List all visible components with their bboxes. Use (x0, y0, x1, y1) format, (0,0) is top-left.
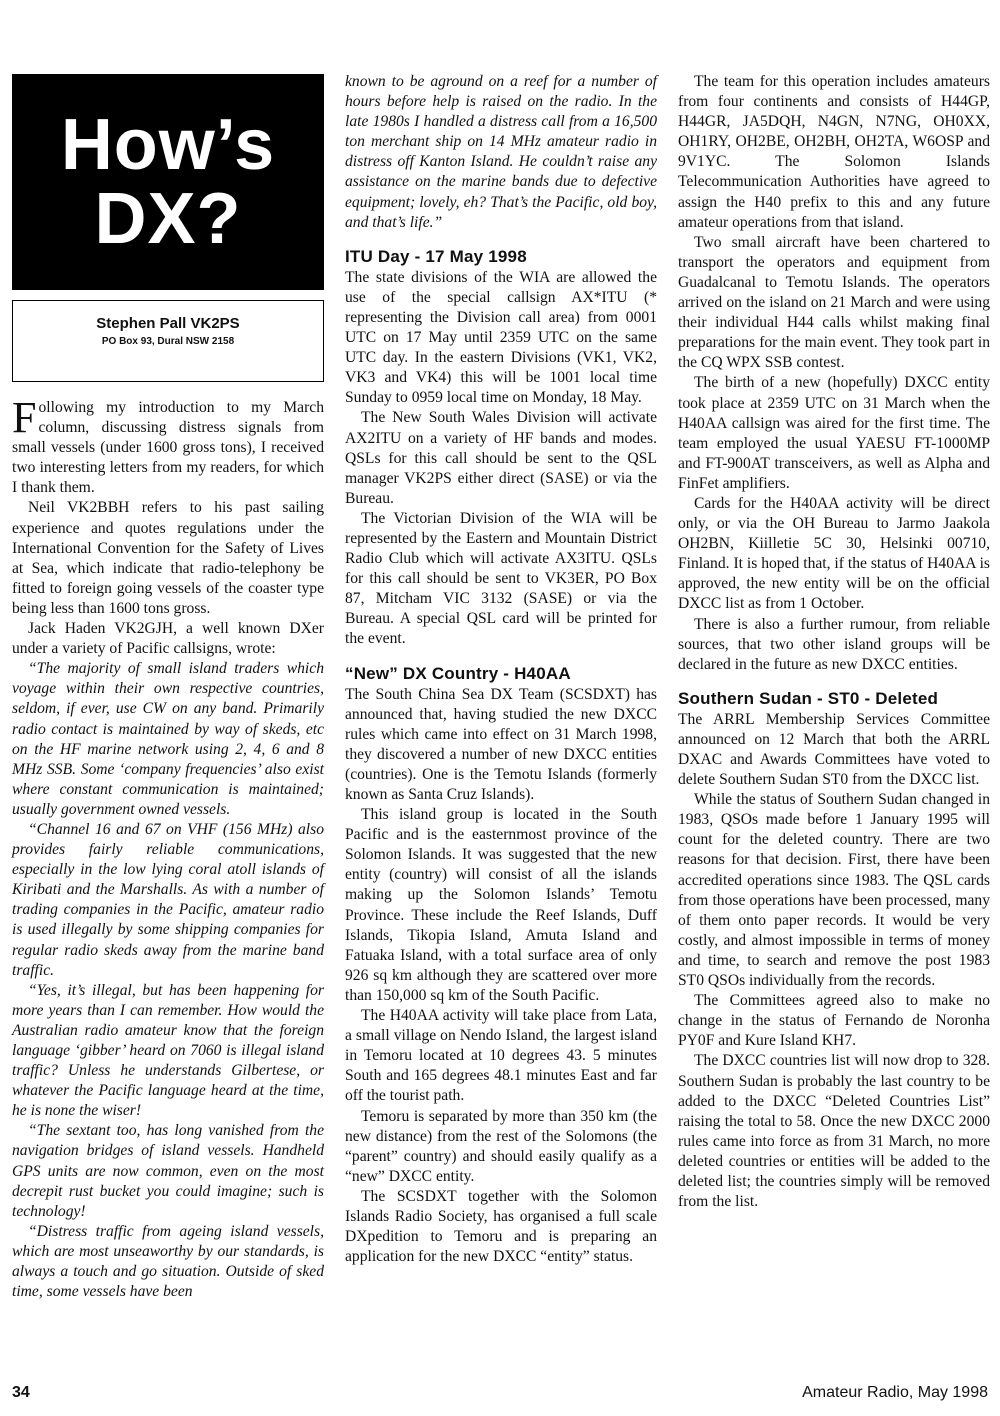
page-number: 34 (12, 1384, 30, 1401)
paragraph: The DXCC countries list will now drop to 328. Southern Sudan is probably the last country to be added to the DXCC “Deleted Countries List” raising the total to 58. Once the new DXCC 2000 rules came into force as from 31 March, no more deleted countries or entities will be added to the deleted list; the countries simply will be removed from the list. (678, 1052, 990, 1211)
paragraph: This island group is located in the South Pacific and is the easternmost province of the Solomon Islands. It was suggested that the new entity (country) will consist of all the islands making up the Solomon Islands’ Temotu Province. These include the Reef Islands, Duff Islands, Tikopia Island, Amuta Island and Fatuaka Island, with a total surface area of only 926 sq km although they are scattered over more than 150,000 sq km of the South Pacific. (345, 806, 657, 1004)
paragraph: The ARRL Membership Services Committee announced on 12 March that both the ARRL DXAC and Awards Committees have voted to delete Southern Sudan ST0 from the DXCC list. (678, 710, 990, 789)
column-2 (345, 72, 657, 1267)
heading-itu-day: ITU Day - 17 May 1998 (345, 246, 527, 266)
title-line-1: How’s (60, 105, 276, 185)
quote-paragraph: “Channel 16 and 67 on VHF (156 MHz) also provides fairly reliable communications, especially in the low lying coral atoll islands of Kiribati and the Marshalls. As with a number of trading companies in the Pacific, amateur radio is used illegally by some shipping companies for regular radio skeds away from the marine band traffic. (12, 820, 324, 979)
column-3 (678, 72, 990, 1212)
paragraph: Temoru is separated by more than 350 km (the new distance) from the rest of the Solomons (the “parent” country) and should easily qualify as a “new” DXCC entity. (345, 1107, 657, 1185)
magazine-issue: Amateur Radio, May 1998 (802, 1384, 988, 1401)
paragraph: Neil VK2BBH refers to his past sailing experience and quotes regulations under the International Convention for the Safety of Lives at Sea, which indicate that radio-telephony be fitted to foreign going vessels of the coaster type being less than 1600 tons gross. (12, 499, 324, 617)
heading-southern-sudan: Southern Sudan - ST0 - Deleted (678, 688, 939, 708)
column-1 (12, 393, 324, 1302)
quote-paragraph: “The majority of small island traders which voyage within their own respective countries, seldom, if ever, use CW on any band. Primarily radio contact is maintained by way of skeds, etc on the HF marine network using 2, 4, 6 and 8 MHz SSB. Some ‘company frequencies’ also exist where constant communication is maintained; usually government owned vessels. (12, 660, 324, 818)
paragraph: The New South Wales Division will activate AX2ITU on a variety of HF bands and modes. QSLs for this call should be sent to the QSL manager VK2PS either direct (SASE) or via the Bureau. (345, 409, 657, 507)
intro-paragraph (12, 393, 324, 498)
paragraph: Cards for the H40AA activity will be direct only, or via the OH Bureau to Jarmo Jaakola OH2BN, Kiilletie 5C 30, Helsinki 00710, Finland. It is hoped that, if the status of H40AA is approved, the new entity will be on the official DXCC list as from 1 October. (678, 494, 990, 613)
paragraph: The H40AA activity will take place from Lata, a small village on Nendo Island, the largest island in Temoru located at 10 degrees 43. 5 minutes South and 165 degrees 48.1 minutes East and far off the tourist path. (345, 1007, 657, 1105)
author-address: PO Box 93, Dural NSW 2158 (101, 336, 235, 347)
paragraph: Jack Haden VK2GJH, a well known DXer under a variety of Pacific callsigns, wrote: (12, 620, 324, 658)
author-box (12, 300, 324, 382)
title-line-2: DX? (94, 179, 242, 259)
paragraph: The team for this operation includes amateurs from four continents and consists of H44GP, H44GR, JA5DQH, N4GN, N7NG, OH0XX, OH1RY, OH2BE, OH2BH, OH2TA, W6OSP and 9V1YC. The Solomon Islands Telecommunication Authorities have agreed to assign the H40 prefix to this and any future amateur operations from that island. (678, 73, 990, 231)
author-name: Stephen Pall VK2PS (96, 315, 240, 332)
drop-cap: F (12, 393, 37, 442)
paragraph: The Committees agreed also to make no change in the status of Fernando de Noronha PY0F and Kure Island KH7. (678, 992, 990, 1050)
paragraph: The state divisions of the WIA are allowed the use of the special callsign AX*ITU (* representing the Division call area) from 0001 UTC on 17 May until 2359 UTC on the same UTC day. In the eastern Divisions (VK1, VK2, VK3 and VK4) this will be 1001 local time Sunday to 0959 local time on Monday, 18 May. (345, 268, 657, 407)
paragraph: The SCSDXT together with the Solomon Islands Radio Society, has organised a full scale DXpedition to Temoru and is preparing an application for the new DXCC “entity” status. (345, 1187, 657, 1266)
quote-paragraph: “Yes, it’s illegal, but has been happening for more years than I can remember. How would the Australian radio amateur know that the foreign language ‘gibber’ heard on 7060 is illegal island traffic? Unless he understands Gilbertese, or whatever the Pacific language heard at the time, he is none the wiser! (12, 981, 324, 1120)
quote-paragraph: known to be aground on a reef for a number of hours before help is raised on the radio. In the late 1980s I handled a distress call from a 16,500 ton merchant ship on 14 MHz amateur radio in distress off Kanton Island. He couldn’t raise any assistance on the marine bands due to defective equipment; lovely, eh? That’s the Pacific, old boy, and that’s life.” (345, 73, 657, 231)
heading-new-dx-country: “New” DX Country - H40AA (345, 663, 571, 683)
paragraph: While the status of Southern Sudan changed in 1983, QSOs made before 1 January 1995 will count for the deleted country. There are two reasons for that decision. First, there have been accredited operations since 1983. The QSL cards from those operations have been processed, many of them onto paper records. It would be very costly, and almost impossible in terms of money and time, to search and remove the post 1983 ST0 QSOs individually from the records. (678, 791, 990, 990)
intro-text: ollowing my introduction to my March column, discussing distress signals from small vessels (under 1600 gross tons), I received two interesting letters from my readers, for which I thank them. (12, 399, 324, 497)
paragraph: The South China Sea DX Team (SCSDXT) has announced that, having studied the new DXCC rules which came into effect on 31 March 1998, they discovered a number of new DXCC entities (countries). One is the Temotu Islands (formerly known as Santa Cruz Islands). (345, 685, 657, 803)
page-footer (12, 1384, 988, 1408)
paragraph: The Victorian Division of the WIA will be represented by the Eastern and Mountain District Radio Club which will activate AX3ITU. QSLs for this call should be sent to VK3ER, PO Box 87, Mitcham VIC 3132 (SASE) or via the Bureau. A special QSL card will be printed for the event. (345, 509, 657, 648)
paragraph: Two small aircraft have been chartered to transport the operators and equipment from Guadalcanal to Temotu Islands. The operators arrived on the island on 21 March and were using their individual H44 calls whilst making final preparations for the main event. They took part in the CQ WPX SSB contest. (678, 233, 990, 372)
quote-paragraph: “Distress traffic from ageing island vessels, which are most unseaworthy by our standards, is always a touch and go situation. Outside of sked time, some vessels have been (12, 1222, 324, 1301)
paragraph: There is also a further rumour, from reliable sources, that two other island groups will be declared in the future as new DXCC entities. (678, 615, 990, 673)
title-banner (12, 74, 324, 290)
quote-paragraph: “The sextant too, has long vanished from the navigation bridges of island vessels. Handheld GPS units are now common, even on the most decrepit rust bucket you could imagine; such is technology! (12, 1122, 324, 1220)
paragraph: The birth of a new (hopefully) DXCC entity took place at 2359 UTC on 31 March when the H40AA callsign was aired for the first time. The team employed the usual YAESU FT-1000MP and FT-900AT transceivers, as well as Alpha and FinFet amplifiers. (678, 374, 990, 492)
